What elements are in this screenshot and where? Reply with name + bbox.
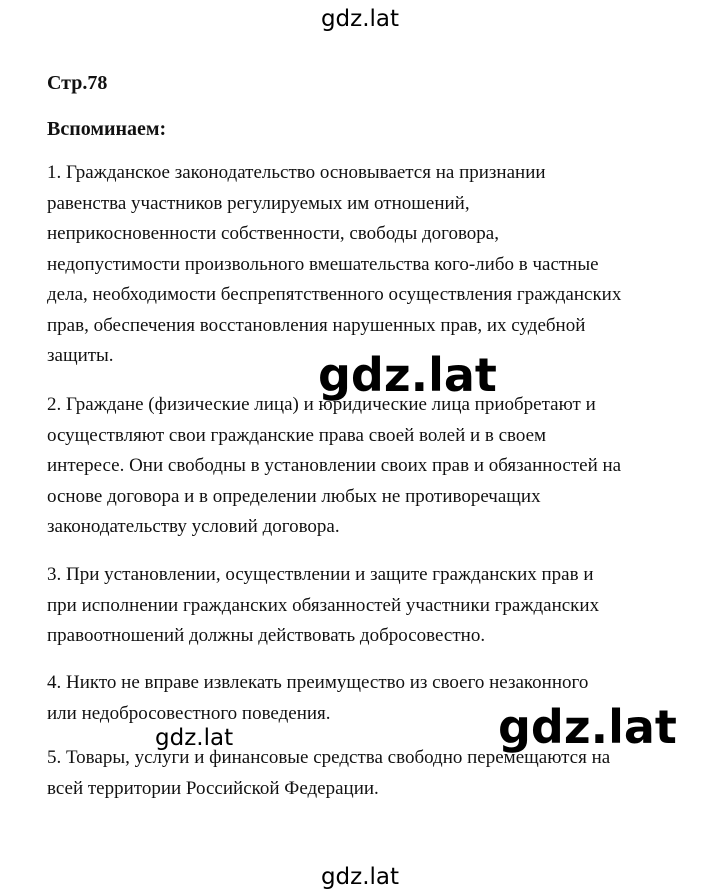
watermark-bottom: gdz.lat	[320, 864, 400, 890]
section-heading: Вспоминаем:	[47, 118, 167, 140]
paragraph-line: 5. Товары, услуги и финансовые средства свободно перемещаются на	[47, 747, 611, 768]
watermark-top: gdz.lat	[320, 6, 400, 32]
paragraph-line: 2. Граждане (физические лица) и юридические лица приобретают и	[47, 394, 596, 415]
paragraph-line: равенства участников регулируемых им отношений,	[47, 192, 470, 214]
paragraph-line: интересе. Они свободны в установлении своих прав и обязанностей на	[47, 455, 622, 476]
paragraph-3	[47, 560, 687, 652]
paragraph-line: неприкосновенности собственности, свободы договора,	[47, 223, 499, 244]
paragraph-line: прав, обеспечения восстановления нарушенных прав, их судебной	[47, 314, 586, 336]
paragraph-line: правоотношений должны действовать добросовестно.	[47, 625, 486, 646]
paragraph-line: основе договора и в определении любых не противоречащих	[47, 485, 541, 507]
paragraph-line: всей территории Российской Федерации.	[47, 777, 379, 799]
paragraph-line: при исполнении гражданских обязанностей участники гражданских	[47, 594, 600, 616]
paragraph-line: осуществляют свои гражданские права своей волей и в своем	[47, 424, 547, 446]
paragraph-line: 1. Гражданское законодательство основывается на признании	[47, 162, 546, 183]
paragraph-line: 3. При установлении, осуществлении и защите гражданских прав и	[47, 564, 594, 585]
paragraph-1	[47, 158, 687, 372]
watermark-middle: gdz.lat	[318, 348, 497, 402]
watermark-small: gdz.lat	[155, 725, 234, 751]
paragraph-line: 4. Никто не вправе извлекать преимущество из своего незаконного	[47, 672, 589, 693]
paragraph-line: или недобросовестного поведения.	[47, 702, 331, 724]
paragraph-line: законодательству условий договора.	[47, 516, 340, 537]
paragraph-line: дела, необходимости беспрепятственного осуществления гражданских	[47, 284, 622, 305]
paragraph-line: недопустимости произвольного вмешательства кого-либо в частные	[47, 253, 599, 275]
watermark-right: gdz.lat	[498, 700, 677, 754]
paragraph-line: защиты.	[47, 345, 114, 366]
paragraph-2	[47, 390, 687, 543]
page-label: Стр.78	[47, 72, 108, 94]
